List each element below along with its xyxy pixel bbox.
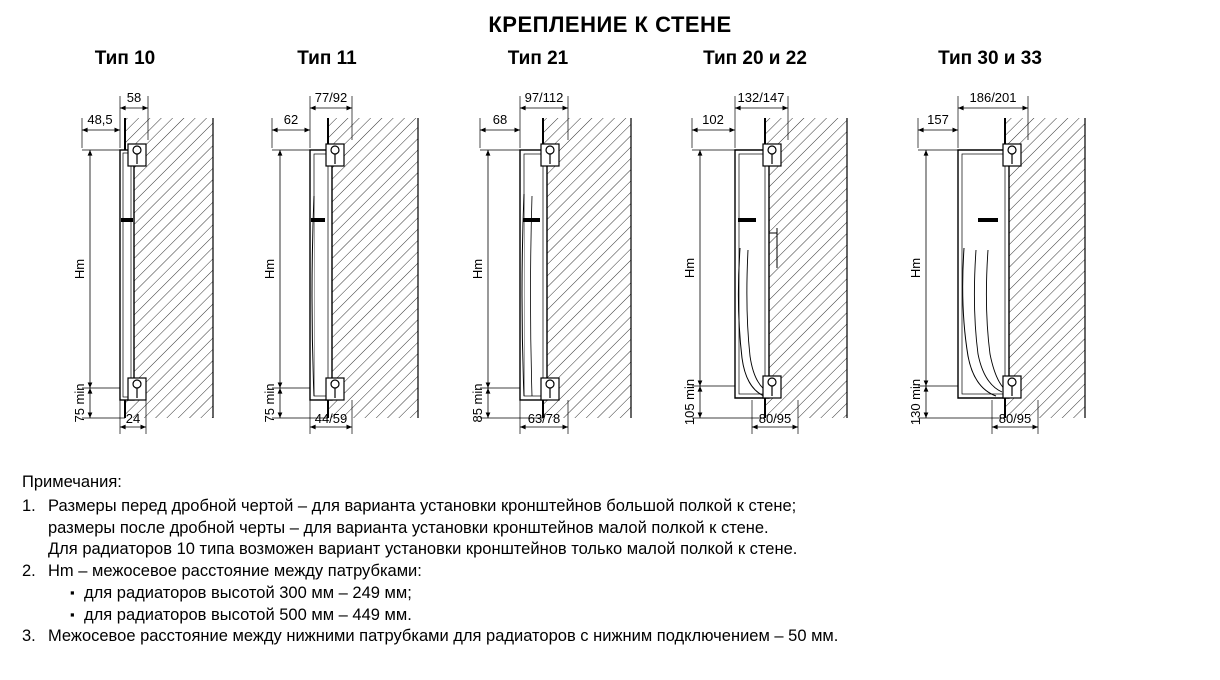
svg-text:24: 24 <box>125 411 141 426</box>
svg-text:68: 68 <box>492 112 508 127</box>
bullet-square-icon: ▪ <box>70 606 75 622</box>
notes-heading: Примечания: <box>22 473 122 491</box>
svg-text:Hm: Hm <box>908 257 923 279</box>
figure-type-21 <box>428 78 648 468</box>
note-3-number: 3. <box>22 627 36 646</box>
note-1-line-1: Размеры перед дробной чертой – для варианта установки кронштейнов большой полкой к стене; <box>48 496 797 515</box>
svg-text:105 min: 105 min <box>682 378 697 426</box>
svg-text:132/147: 132/147 <box>737 90 785 105</box>
svg-text:Hm: Hm <box>72 258 87 280</box>
note-2-number: 2. <box>22 562 36 581</box>
figure-type-20-22 <box>640 78 870 468</box>
svg-text:186/201: 186/201 <box>969 90 1017 105</box>
diagram-panel-type-11 <box>218 48 436 468</box>
svg-text:63/78: 63/78 <box>527 411 561 426</box>
svg-text:48,5: 48,5 <box>87 112 113 127</box>
note-item-3 <box>22 626 1202 648</box>
svg-text:157: 157 <box>927 112 949 127</box>
panel-title-type-30-33: Тип 30 и 33 <box>938 48 1042 69</box>
panel-title-type-20-22: Тип 20 и 22 <box>703 48 807 69</box>
svg-text:62: 62 <box>283 112 299 127</box>
panel-title-type-11: Тип 11 <box>297 48 357 69</box>
figure-type-11 <box>218 78 436 468</box>
svg-text:77/92: 77/92 <box>314 90 348 105</box>
note-2-bullet-2: для радиаторов высотой 500 мм – 449 мм. <box>84 605 412 624</box>
figure-type-30-33 <box>870 78 1110 468</box>
note-2-bullet-row-1 <box>70 583 1202 605</box>
svg-text:44/59: 44/59 <box>314 411 348 426</box>
diagram-panel-type-20-22 <box>640 48 870 468</box>
svg-text:Hm: Hm <box>470 258 485 280</box>
panel-title-type-21: Тип 21 <box>507 48 569 69</box>
svg-text:75 min: 75 min <box>72 383 87 423</box>
note-1-number: 1. <box>22 496 36 515</box>
svg-text:Hm: Hm <box>682 257 697 279</box>
note-1-line-2: размеры после дробной черты – для варианта установки кронштейнов малой полкой к стене. <box>48 518 769 537</box>
note-2-bullet-1: для радиаторов высотой 300 мм – 249 мм; <box>84 583 412 602</box>
svg-text:58: 58 <box>126 90 142 105</box>
panel-title-type-10: Тип 10 <box>94 48 156 69</box>
note-2-bullet-row-2 <box>70 605 1202 627</box>
svg-text:85 min: 85 min <box>470 383 485 423</box>
page-title: КРЕПЛЕНИЕ К СТЕНЕ <box>488 12 732 37</box>
note-item-2 <box>22 561 1202 626</box>
note-item-1 <box>22 496 1202 561</box>
svg-text:130 min: 130 min <box>908 378 923 426</box>
figure-type-10 <box>20 78 230 468</box>
bullet-square-icon: ▪ <box>70 584 75 600</box>
svg-text:102: 102 <box>702 112 724 127</box>
svg-text:80/95: 80/95 <box>758 411 792 426</box>
note-1-line-3: Для радиаторов 10 типа возможен вариант установки кронштейнов только малой полкой к стене. <box>48 540 798 559</box>
note-3-line-1: Межосевое расстояние между нижними патрубками для радиаторов с нижним подключением – 50 мм. <box>48 627 839 646</box>
note-2-line-1: Hm – межосевое расстояние между патрубками: <box>48 562 422 581</box>
svg-text:80/95: 80/95 <box>998 411 1032 426</box>
svg-text:97/112: 97/112 <box>524 90 564 105</box>
notes-block <box>22 472 1202 648</box>
diagram-panel-type-10 <box>20 48 230 468</box>
diagram-panel-type-30-33 <box>870 48 1110 468</box>
svg-text:Hm: Hm <box>262 258 277 280</box>
diagram-panel-type-21 <box>428 48 648 468</box>
svg-text:75 min: 75 min <box>262 383 277 423</box>
